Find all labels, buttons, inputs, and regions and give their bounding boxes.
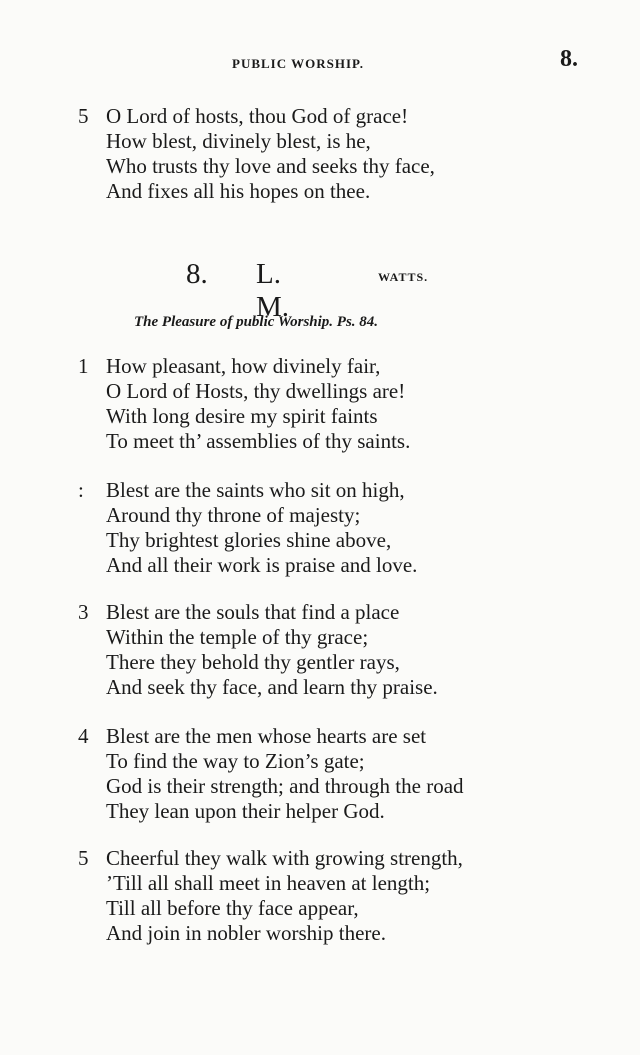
verse-line: Blest are the souls that find a place (106, 600, 400, 624)
verse-line: Around thy throne of majesty; (106, 503, 361, 527)
verse-line: Blest are the men whose hearts are set (106, 724, 427, 748)
verse-line: Cheerful they walk with growing strength, (106, 846, 463, 870)
stanza-number: 1 (78, 354, 89, 378)
verse-line: Till all before thy face appear, (106, 896, 359, 920)
verse-line: God is their strength; and through the road (106, 774, 464, 798)
hymn-number: 8. (186, 258, 208, 290)
verse-line: They lean upon their helper God. (106, 799, 385, 823)
verse-line: O Lord of hosts, thou God of grace! (106, 104, 409, 128)
verse-line: To find the way to Zion’s gate; (106, 749, 365, 773)
verse-line: How blest, divinely blest, is he, (106, 129, 371, 153)
verse-line: ’Till all shall meet in heaven at length; (106, 871, 431, 895)
stanza-number: 4 (78, 724, 89, 748)
stanza-number: 5 (78, 104, 89, 128)
running-head: PUBLIC WORSHIP. (232, 56, 365, 71)
stanza-number: 5 (78, 846, 89, 870)
verse-line: To meet th’ assemblies of thy saints. (106, 429, 411, 453)
verse-line: Who trusts thy love and seeks thy face, (106, 154, 435, 178)
verse-line: How pleasant, how divinely fair, (106, 354, 381, 378)
hymn-meter: L. M. (256, 258, 290, 323)
verse-line: Blest are the saints who sit on high, (106, 478, 405, 502)
verse-line: And all their work is praise and love. (106, 553, 418, 577)
verse-line: Within the temple of thy grace; (106, 625, 369, 649)
hymn-author: WATTS. (378, 270, 429, 284)
page-number: 8. (560, 46, 578, 72)
verse-line: With long desire my spirit faints (106, 404, 378, 428)
verse-line: O Lord of Hosts, thy dwellings are! (106, 379, 406, 403)
verse-line: And seek thy face, and learn thy praise. (106, 675, 438, 699)
stanza-number: : (78, 478, 84, 502)
verse-line: And fixes all his hopes on thee. (106, 179, 371, 203)
hymn-subtitle: The Pleasure of public Worship. Ps. 84. (134, 314, 379, 330)
stanza-number: 3 (78, 600, 89, 624)
verse-line: There they behold thy gentler rays, (106, 650, 400, 674)
verse-line: Thy brightest glories shine above, (106, 528, 392, 552)
verse-line: And join in nobler worship there. (106, 921, 386, 945)
